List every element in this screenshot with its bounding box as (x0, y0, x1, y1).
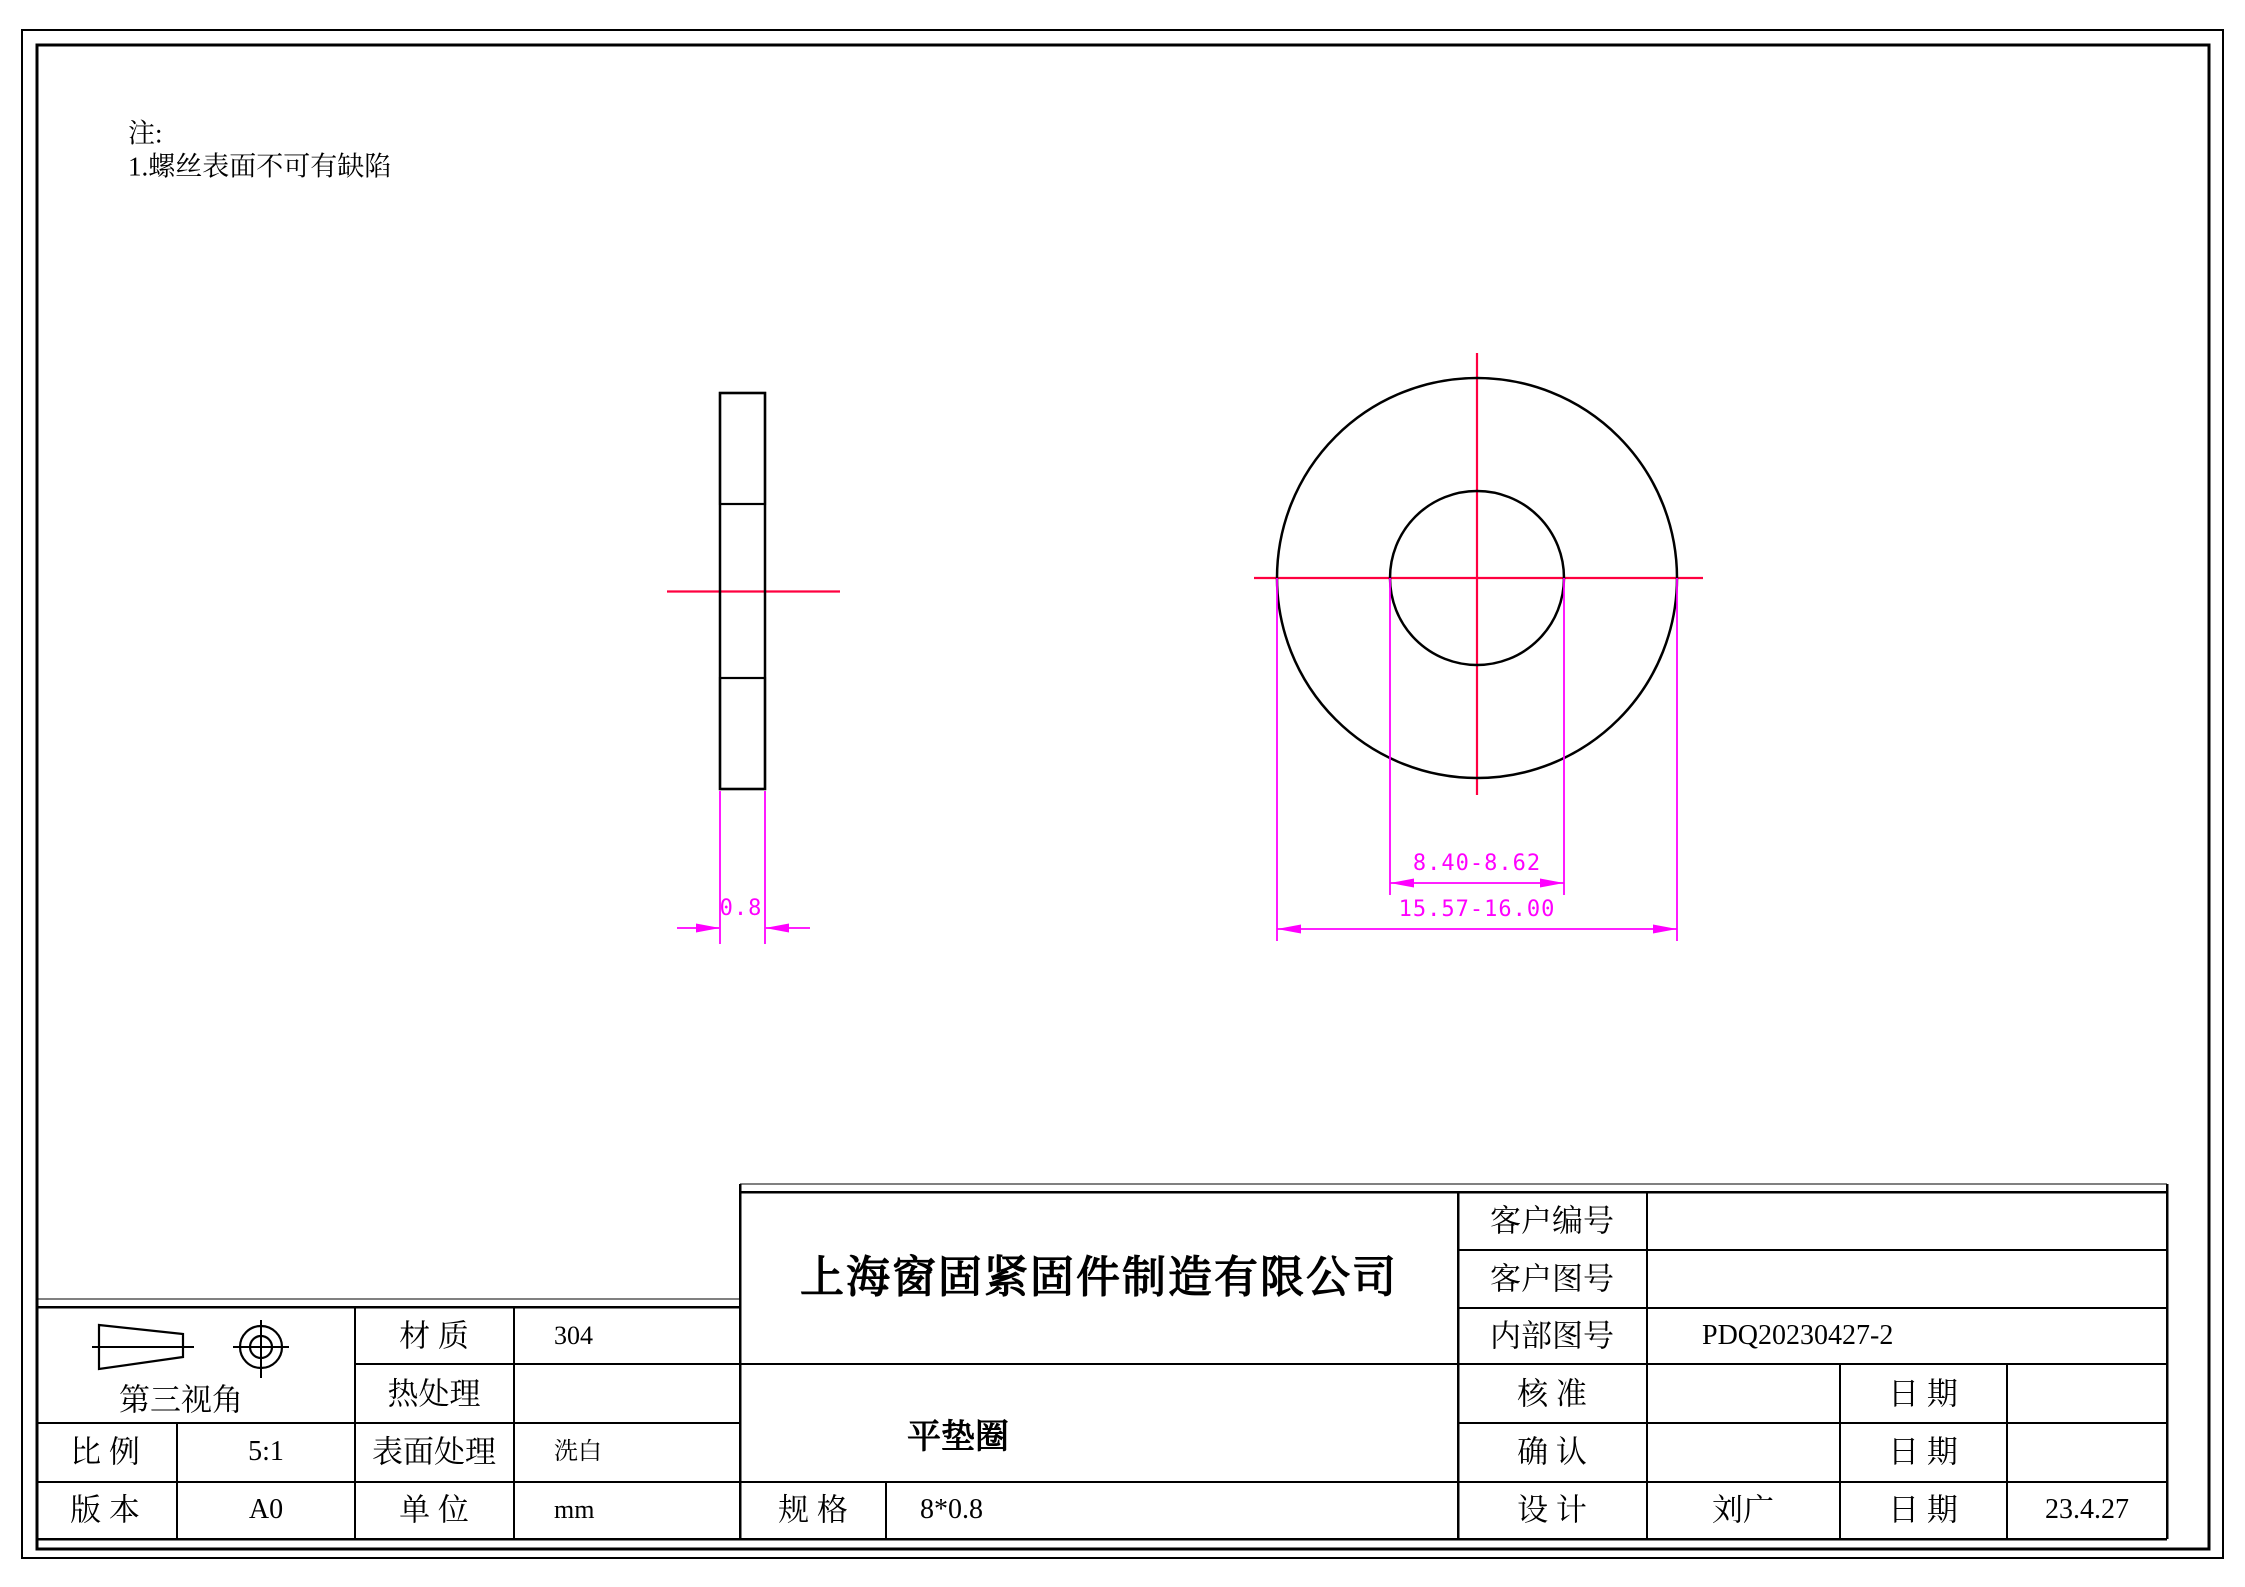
third-angle-projection-icon (92, 1320, 289, 1378)
customer-no-label: 客户编号 (1490, 1203, 1614, 1239)
part-name: 平垫圈 (907, 1419, 1009, 1456)
unit-label: 单 位 (399, 1492, 469, 1528)
customer-dwg-no-label: 客户图号 (1490, 1261, 1614, 1297)
approve-label: 核 准 (1517, 1376, 1587, 1412)
confirm-date-label: 日 期 (1888, 1434, 1958, 1470)
design-date-value: 23.4.27 (2045, 1494, 2129, 1525)
note-line: 1.螺丝表面不可有缺陷 (128, 151, 392, 182)
spec-label: 规 格 (778, 1492, 848, 1528)
arrowhead (1540, 879, 1564, 888)
material-label: 材 质 (399, 1318, 469, 1354)
design-date-label: 日 期 (1888, 1492, 1958, 1528)
inner-diameter-dimension-text: 8.40-8.62 (1412, 851, 1542, 876)
arrowhead (1277, 925, 1301, 934)
approve-date-label: 日 期 (1888, 1376, 1958, 1412)
arrowhead (1653, 925, 1677, 934)
surface-treatment-label: 表面处理 (372, 1434, 496, 1470)
heat-treatment-label: 热处理 (387, 1376, 481, 1412)
hatch-area-bottom (720, 678, 765, 789)
hatch-area-top (720, 393, 765, 504)
arrowhead (765, 924, 789, 933)
material-value: 304 (554, 1321, 593, 1350)
company-name: 上海窗固紧固件制造有限公司 (800, 1253, 1398, 1302)
unit-value: mm (554, 1495, 595, 1524)
version-label: 版 本 (70, 1492, 140, 1528)
arrowhead (696, 924, 720, 933)
title-block-grid (38, 1184, 2167, 1539)
confirm-label: 确 认 (1517, 1434, 1587, 1470)
internal-dwg-no-value: PDQ20230427-2 (1702, 1320, 1894, 1351)
design-value: 刘广 (1712, 1492, 1774, 1528)
thickness-dimension-text: 0.8 (719, 896, 763, 921)
outer-diameter-dimension-text: 15.57-16.00 (1398, 897, 1556, 922)
note-heading: 注: (128, 118, 163, 149)
design-label: 设 计 (1517, 1492, 1587, 1528)
side-section-view (667, 393, 840, 944)
scale-label: 比 例 (70, 1434, 140, 1470)
spec-value: 8*0.8 (920, 1494, 983, 1525)
surface-treatment-value: 洗白 (554, 1439, 602, 1465)
internal-dwg-no-label: 内部图号 (1490, 1318, 1614, 1354)
scale-value: 5:1 (248, 1436, 284, 1467)
version-value: A0 (248, 1494, 284, 1525)
projection-method-label: 第三视角 (119, 1382, 243, 1418)
arrowhead (1390, 879, 1414, 888)
